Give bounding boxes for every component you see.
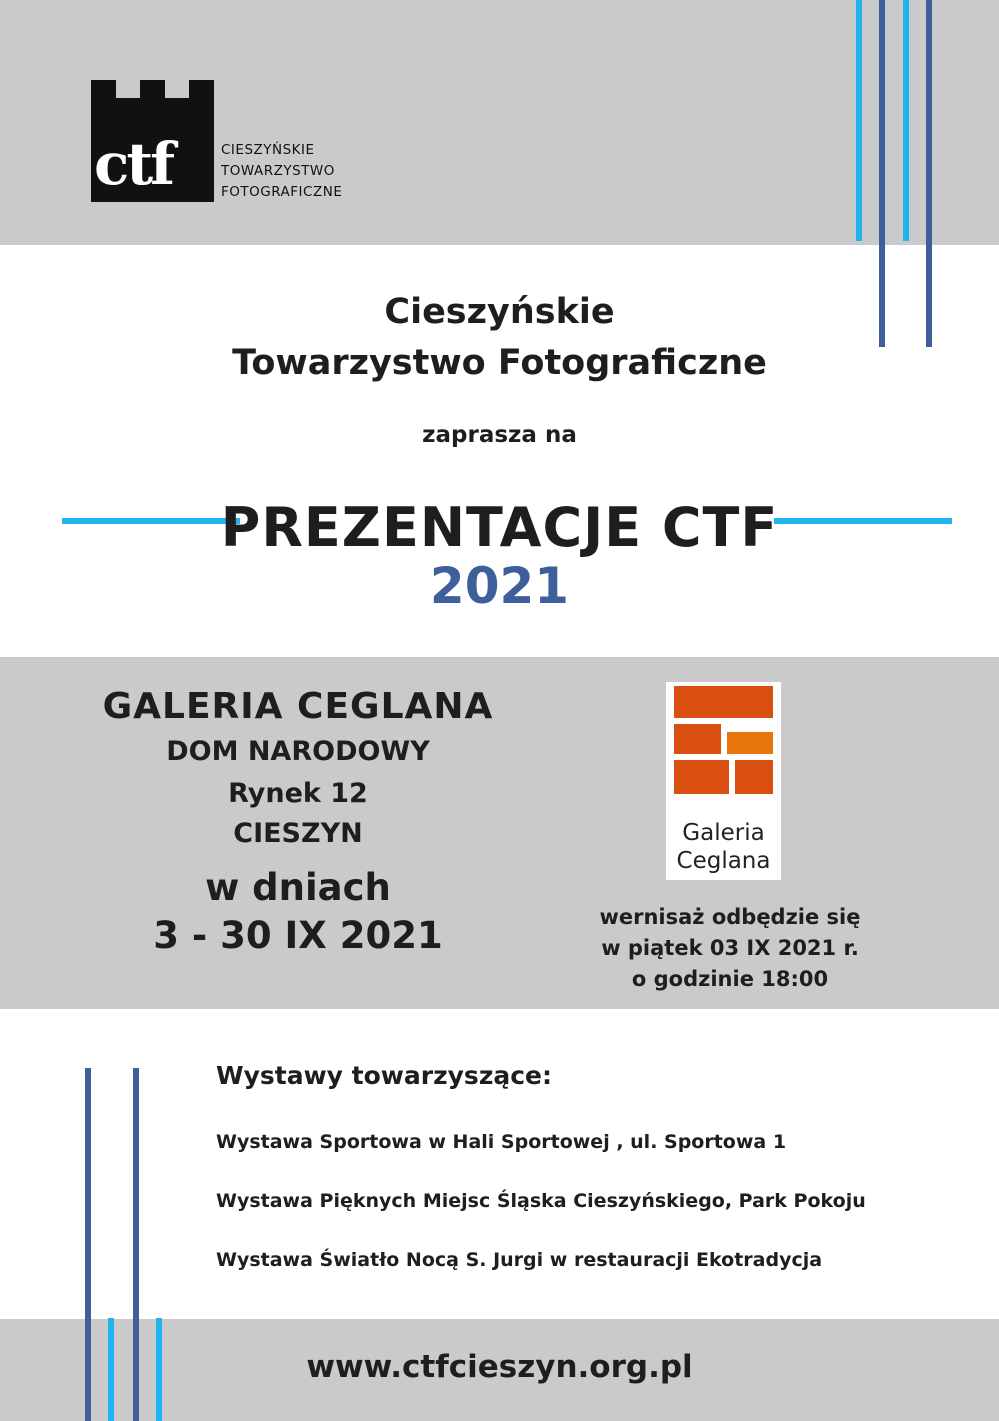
side-exhibition-item: Wystawa Sportowa w Hali Sportowej , ul. Sportowa 1	[216, 1131, 787, 1153]
logo-mark: ctf	[94, 130, 173, 198]
opening-line3: o godzinie 18:00	[631, 967, 829, 991]
logo-line-2: TOWARZYSTWO	[221, 163, 335, 179]
brick-wall-icon	[666, 682, 781, 802]
decor-line	[856, 0, 862, 241]
event-dates: 3 - 30 IX 2021	[153, 914, 443, 957]
website-url: www.ctfcieszyn.org.pl	[306, 1349, 693, 1385]
gallery-logo-line2: Ceglana	[676, 848, 771, 874]
logo-line-3: FOTOGRAFICZNE	[221, 184, 343, 200]
invite-text: zaprasza na	[422, 422, 577, 448]
side-exhibition-item: Wystawa Pięknych Miejsc Śląska Cieszyńskiego, Park Pokoju	[216, 1190, 866, 1212]
side-exhibitions-heading: Wystawy towarzyszące:	[216, 1061, 553, 1090]
galeria-ceglana-logo	[666, 682, 781, 880]
venue-city: CIESZYN	[233, 818, 363, 849]
event-title: PREZENTACJE CTF	[220, 496, 779, 559]
venue-building: DOM NARODOWY	[166, 736, 430, 767]
opening-line1: wernisaż odbędzie się	[599, 905, 861, 929]
venue-gallery: GALERIA CEGLANA	[102, 686, 494, 727]
logo-wordmark	[221, 140, 342, 203]
event-year: 2021	[429, 557, 570, 615]
ctf-logo	[91, 80, 214, 202]
opening-line2: w piątek 03 IX 2021 r.	[601, 936, 859, 960]
dates-label: w dniach	[205, 866, 391, 909]
gallery-logo-line1: Galeria	[682, 820, 765, 846]
decor-line	[903, 0, 909, 241]
org-name-line1: Cieszyńskie	[384, 292, 615, 332]
logo-line-1: CIESZYŃSKIE	[221, 142, 315, 158]
side-exhibition-item: Wystawa Światło Nocą S. Jurgi w restauracji Ekotradycja	[216, 1249, 823, 1271]
venue-street: Rynek 12	[228, 778, 368, 809]
org-name-line2: Towarzystwo Fotograficzne	[232, 343, 767, 383]
